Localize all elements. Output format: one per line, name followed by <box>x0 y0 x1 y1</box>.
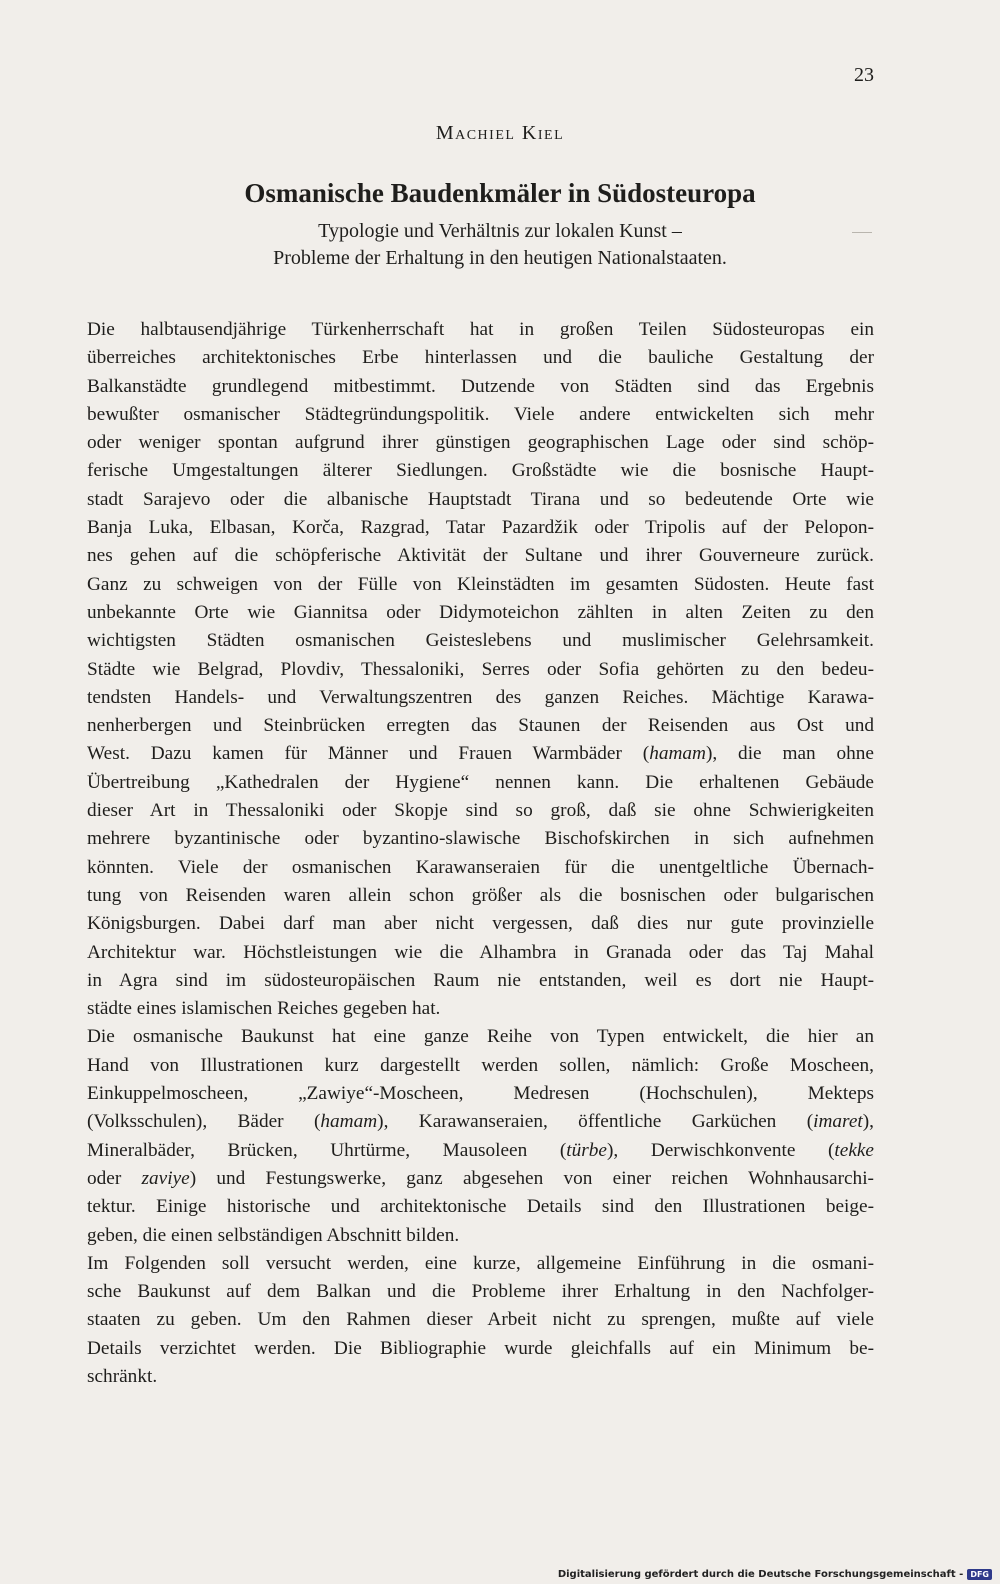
body-line: (Volksschulen), Bäder (hamam), Karawanseraien, öffentliche Garküchen (imaret), <box>87 1111 874 1133</box>
body-line: bewußter osmanischer Städtegründungspolitik. Viele andere entwickelten sich mehr <box>87 403 874 425</box>
body-line: städte eines islamischen Reiches gegeben hat. <box>87 998 441 1020</box>
body-line: sche Baukunst auf dem Balkan und die Probleme ihrer Erhaltung in den Nachfolger- <box>87 1281 874 1303</box>
body-line: wichtigsten Städten osmanischen Geisteslebens und muslimischer Gelehrsamkeit. <box>87 630 874 652</box>
footer-text: Digitalisierung gefördert durch die Deutsche Forschungsgemeinschaft - <box>557 1569 964 1580</box>
body-line: unbekannte Orte wie Giannitsa oder Didymoteichon zählten in alten Zeiten zu den <box>87 601 874 623</box>
body-line: geben, die einen selbständigen Abschnitt bilden. <box>87 1224 460 1246</box>
body-line: Ganz zu schweigen von der Fülle von Kleinstädten im gesamten Südosten. Heute fast <box>87 573 874 595</box>
body-line: Übertreibung „Kathedralen der Hygiene“ nennen kann. Die erhaltenen Gebäude <box>87 771 874 793</box>
article-title: Osmanische Baudenkmäler in Südosteuropa <box>244 178 756 208</box>
body-line: nes gehen auf die schöpferische Aktivität der Sultane und ihrer Gouverneure zurück. <box>87 545 874 567</box>
body-line: Im Folgenden soll versucht werden, eine kurze, allgemeine Einführung in die osmani- <box>87 1252 874 1274</box>
body-line: Städte wie Belgrad, Plovdiv, Thessaloniki, Serres oder Sofia gehörten zu den bedeu- <box>87 658 874 680</box>
subtitle-line: Typologie und Verhältnis zur lokalen Kunst – <box>318 220 682 242</box>
body-line: oder zaviye) und Festungswerke, ganz abgesehen von einer reichen Wohnhausarchi- <box>87 1167 874 1189</box>
body-line: oder weniger spontan aufgrund ihrer günstigen geographischen Lage oder sind schöp- <box>87 432 874 454</box>
body-line: Die halbtausendjährige Türkenherrschaft hat in großen Teilen Südosteuropas ein <box>87 319 874 340</box>
body-line: tendsten Handels- und Verwaltungszentren des ganzen Reiches. Mächtige Karawa- <box>87 686 874 708</box>
body-line: Königsburgen. Dabei darf man aber nicht vergessen, daß dies nur gute provinzielle <box>87 913 874 935</box>
body-line: Balkanstädte grundlegend mitbestimmt. Dutzende von Städten sind das Ergebnis <box>87 375 874 397</box>
body-line: stadt Sarajevo oder die albanische Hauptstadt Tirana und so bedeutende Orte wie <box>87 488 874 510</box>
author-name: Machiel Kiel <box>435 122 565 144</box>
digitization-footer <box>558 1569 992 1580</box>
body-line: Details verzichtet werden. Die Bibliographie wurde gleichfalls auf ein Minimum be- <box>87 1337 874 1359</box>
body-line: nenherbergen und Steinbrücken erregten das Staunen der Reisenden aus Ost und <box>87 715 874 737</box>
body-line: Mineralbäder, Brücken, Uhrtürme, Mausoleen (türbe), Derwischkonvente (tekke <box>87 1139 874 1161</box>
dfg-logo: DFG <box>967 1569 992 1580</box>
body-line: Die osmanische Baukunst hat eine ganze Reihe von Typen entwickelt, die hier an <box>87 1026 874 1048</box>
body-line: dieser Art in Thessaloniki oder Skopje sind so groß, daß sie ohne Schwierigkeiten <box>87 800 874 822</box>
body-line: überreiches architektonisches Erbe hinterlassen und die bauliche Gestaltung der <box>87 347 874 369</box>
page-number: 23 <box>854 64 874 86</box>
body-line: in Agra sind im südosteuropäischen Raum nie entstanden, weil es dort nie Haupt- <box>87 969 874 991</box>
body-line: West. Dazu kamen für Männer und Frauen Warmbäder (hamam), die man ohne <box>87 743 874 765</box>
body-line: Architektur war. Höchstleistungen wie die Alhambra in Granada oder das Taj Mahal <box>87 941 874 963</box>
body-line: ferische Umgestaltungen älterer Siedlungen. Großstädte wie die bosnische Haupt- <box>87 460 874 482</box>
body-line: staaten zu geben. Um den Rahmen dieser Arbeit nicht zu sprengen, mußte auf viele <box>87 1309 874 1331</box>
body-line: schränkt. <box>87 1365 158 1387</box>
body-line: tung von Reisenden waren allein schon größer als die bosnischen oder bulgarischen <box>87 884 874 906</box>
article-subtitle <box>0 218 1000 272</box>
body-line: Einkuppelmoscheen, „Zawiye“-Moscheen, Medresen (Hochschulen), Mekteps <box>87 1083 874 1105</box>
body-line: tektur. Einige historische und architektonische Details sind den Illustrationen beige- <box>87 1196 874 1218</box>
body-line: Banja Luka, Elbasan, Korča, Razgrad, Tatar Pazardžik oder Tripolis auf der Pelopon- <box>87 517 874 539</box>
article-body <box>87 316 874 1391</box>
subtitle-line: Probleme der Erhaltung in den heutigen Nationalstaaten. <box>273 247 727 269</box>
body-line: könnten. Viele der osmanischen Karawanseraien für die unentgeltliche Übernach- <box>87 856 874 878</box>
body-line: mehrere byzantinische oder byzantino-slawische Bischofskirchen in sich aufnehmen <box>87 828 874 850</box>
body-line: Hand von Illustrationen kurz dargestellt werden sollen, nämlich: Große Moscheen, <box>87 1054 874 1076</box>
